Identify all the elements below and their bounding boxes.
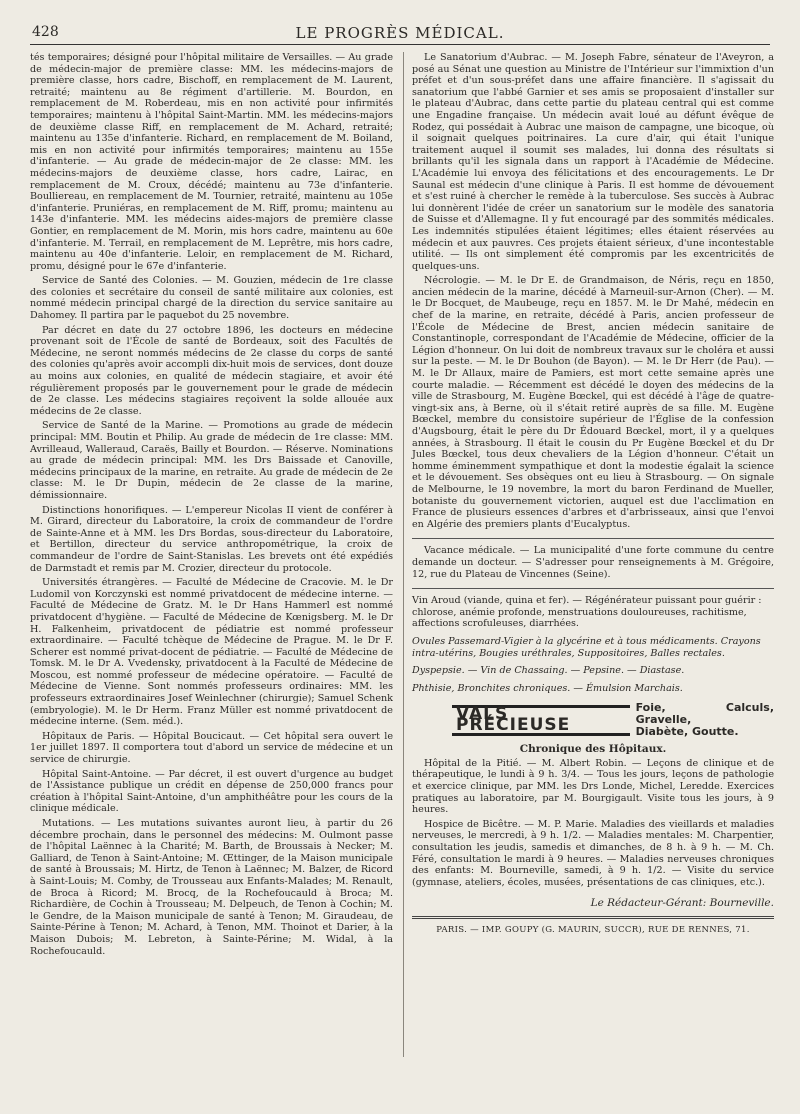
chronique-bicetre: Hospice de Bicêtre. — M. P. Marie. Maladies des vieillards et maladies nerveuses, le mercredi, à 9 h. 1/2. — Maladies mentales: M. Charpentier, consultation les jeudis, samedis et dimanches, de 8 h. à 9 h. — M. Ch. Féré, consultation le mardi à 9 heures. — Maladies nerveuses chroniques des enfants: M. Bourneville, samedi, à 9 h. 1/2. — Visite du service (gymnase, ateliers, écoles, musées, présentations de cas cliniques, etc.). (412, 818, 774, 888)
ad-vin-aroud: Vin Aroud (viande, quina et fer). — Régénérateur puissant pour guérir : chlorose, anémie profonde, menstruations douloureuses, rachitisme, affections scrofuleuses, diarrhées. (412, 595, 762, 630)
vals-indications-line: Diabète, Goutte. (635, 725, 739, 739)
page-header (30, 22, 770, 45)
footer-rule (412, 916, 774, 919)
ad-phthisie: Phthisie, Bronchites chroniques. — Émulsion Marchais. (412, 682, 683, 694)
paragraph-decree: Par décret en date du 27 octobre 1896, les docteurs en médecine provenant soit de l'École de santé de Bordeaux, soit des Facultés de Médecine, ne seront nommés médecins de 2e classe du corps de santé des colonies qu'après avoir accompli dix-huit mois de services, dont douze au moins aux colonies, en qualité de médecin stagiaire, et avoir été régulièrement proposés par le gouvernement pour le grade de médecin de 2e classe. Les médecins stagiaires reçoivent la solde allouée aux médecins de 2e classe. (30, 324, 393, 417)
paragraph-hopitaux: Hôpitaux de Paris. — Hôpital Boucicaut. — Cet hôpital sera ouvert le 1er juillet 1897. Il comportera tout d'abord un service de médecine et un service de chirurgie. (30, 730, 393, 766)
paragraph-saint-antoine: Hôpital Saint-Antoine. — Par décret, il est ouvert d'urgence au budget de l'Assistance publique un crédit en dépense de 250,000 francs pour création à l'hôpital Saint-Antoine, d'un amphithéâtre pour les cours de la clinique médicale. (30, 768, 393, 815)
chronique-title: Chronique des Hôpitaux. (519, 743, 667, 756)
paragraph-military: tés temporaires; désigné pour l'hôpital militaire de Versailles. — Au grade de médecin-major de première classe: MM. les médecins-majors de première classe, hors cadre, Bischoff, en remplacement de M. Laurent, retraité; maintenu au 8e régiment d'artillerie. M. Bourdon, en remplacement de M. Roberdeau, mis en non activité pour infirmités temporaires; maintenu à l'hôpital Saint-Martin. MM. les médecins-majors de deuxième classe Riff, en remplacement de M. Achard, retraité; maintenu au 135e d'infanterie. Richard, en remplacement de M. Boiland, mis en non activité pour infirmités temporaires; maintenu au 155e d'infanterie. — Au grade de médecin-major de 2e classe: MM. les médecins-majors de deuxième classe, hors cadre, Lairac, en remplacement de M. Croux, décédé; maintenu au 73e d'infanterie. Boulliereau, en remplacement de M. Tournier, retraité, maintenu au 105e d'infanterie. Pruniéras, en remplacement de M. Riff, promu; maintenu au 143e d'infanterie. MM. les médecins aides-majors de première classe Gontier, en remplacement de M. Morin, mis hors cadre, maintenu au 60e d'infanterie. M. Terrail, en remplacement de M. Leprêtre, mis hors cadre, maintenu au 40e d'infanterie. Leloir, en remplacement de M. Richard, promu, désigné pour le 67e d'infanterie. (30, 52, 393, 272)
journal-title: LE PROGRÈS MÉDICAL. (295, 24, 505, 42)
paragraph-mutations: Mutations. — Les mutations suivantes auront lieu, à partir du 26 décembre prochain, dans le personnel des médecins: M. Oulmont passe de l'hôpital Laënnec à la Charité; M. Barth, de Broussais à Necker; M. Galliard, de Tenon à Saint-Antoine; M. Œttinger, de la Maison municipale de santé à Broussais; M. Hirtz, de Tenon à Laënnec; M. Balzer, de Ricord à Saint-Louis; M. Comby, de Trousseau aux Enfants-Malades; M. Renault, de Broca à Ricord; M. Brocq, de la Rochefoucauld à Broca; M. Richardière, de Cochin à Trousseau; M. Delpeuch, de Tenon à Cochin; M. le Gendre, de la Maison municipale de santé à Tenon; M. Giraudeau, de Sainte-Périne à Tenon; M. Achard, à Tenon, MM. Thoinot et Darier, à la Maison Dubois; M. Lebreton, à Sainte-Périne; M. Widal, à la Rochefoucauld. (30, 818, 393, 957)
divider (412, 538, 774, 539)
ad-vals (452, 702, 774, 738)
column-divider (403, 52, 404, 1057)
right-column (412, 52, 774, 937)
ad-dyspepsie: Dyspepsie. — Vin de Chassaing. — Pepsine. — Diastase. (412, 665, 685, 677)
vals-indications (636, 702, 774, 738)
left-column (30, 52, 393, 960)
paragraph-necrologie: Nécrologie. — M. le Dr E. de Grandmaison, de Néris, reçu en 1850, ancien médecin de la marine, décédé à Marneuil-sur-Arnon (Cher). — M. le Dr Bocquet, de Maubeuge, reçu en 1857. M. le Dr Mahé, médecin en chef de la marine, en retraite, décédé à Paris, ancien professeur de l'École de Médecine de Brest, ancien médecin sanitaire de Constantinople, correspondant de l'Académie de Médecine, officier de la Légion d'honneur. On lui doit de nombreux travaux sur le choléra et aussi sur la peste. — M. le Dr Bouhon (de Bayon). — M. le Dr Herr (de Pau). — M. le Dr Allaux, maire de Pamiers, est mort cette semaine après une courte maladie. — Récemment est décédé le doyen des médecins de la ville de Strasbourg, M. Eugène Bœckel, qui est décédé à l'âge de quatre-vingt-six ans, à Berne, où il s'était retiré auprès de sa fille. M. Eugène Bœckel, membre du consistoire supérieur de l'Église de la confession d'Augsbourg, était le père du Dr Édouard Bœckel, mort, il y a quelques années, à Strasbourg. Il était le cousin du Pr Eugène Bœckel et du Dr Jules Bœckel, tous deux chevaliers de la Légion d'honneur. C'était un homme éminemment sympathique et dont la modestie égalait la science et le dévouement. Ses obsèques ont eu lieu à Strasbourg. — On signale de Melbourne, le 19 novembre, la mort du baron Ferdinand de Mueller, botaniste du gouvernement victorien, auquel est due l'acclimation en France de plusieurs essences d'arbres et d'arbrisseaux, ainsi que l'envoi en Algérie des premiers plants d'Eucalyptus. (412, 275, 774, 530)
paragraph-colonies: Service de Santé des Colonies. — M. Gouzien, médecin de 1re classe des colonies et secrétaire du conseil de santé militaire aux colonies, est nommé médecin principal chargé de la direction du service sanitaire au Dahomey. Il partira par le paquebot du 25 novembre. (30, 275, 393, 322)
paragraph-distinctions: Distinctions honorifiques. — L'empereur Nicolas II vient de conférer à M. Girard, directeur du Laboratoire, la croix de commandeur de l'ordre de Sainte-Anne et à MM. les Drs Bordas, sous-directeur du Laboratoire, et Bertillon, directeur du service anthropométrique, la croix de commandeur de l'ordre de Saint-Stanislas. Les brevets ont été expédiés de Darmstadt et remis par M. Crozier, directeur du protocole. (30, 504, 393, 574)
paragraph-sanatorium: Le Sanatorium d'Aubrac. — M. Joseph Fabre, sénateur de l'Aveyron, a posé au Sénat une question au Ministre de l'Intérieur sur l'immixtion d'un préfet et d'un sous-préfet dans une affaire financière. Il s'agissait du sanatorium que l'abbé Garnier et ses amis se proposaient d'installer sur le plateau d'Aubrac, dans cette partie du plateau central qui est comme une Engadine française. Un médecin avait loué au défunt évêque de Rodez, qui possédait à Aubrac une maison de campagne, une bicoque, où il soignait quelques poitrinaires. La cure d'air, qui était l'unique traitement auquel il soumit ses malades, lui donna des résultats si brillants qu'il les signala dans un rapport à l'Académie de Médecine. L'Académie lui envoya des félicitations et des encouragements. Le Dr Saunal est médecin d'une clinique à Paris. Il est homme de dévouement et s'est ruiné à chercher le remède à la tuberculose. Ses succès à Aubrac lui donnèrent l'idée de créer un sanatorium sur le modèle des sanatoria de Suisse et d'Allemagne. Il y fut encouragé par des sommités médicales. Les indemnités stipulées étaient légitimes; elles étaient réservées au médecin et aux pauvres. Ces projets étaient sérieux, d'une incontestable utilité. — Ils ont simplement été compromis par les excentricités de quelques-uns. (412, 52, 774, 272)
page-number: 428 (32, 24, 59, 40)
paragraph-marine: Service de Santé de la Marine. — Promotions au grade de médecin principal: MM. Boutin et Philip. Au grade de médecin de 1re classe: MM. Avrilleaud, Walleraud, Caraës, Bailly et Bourdon. — Réserve. Nominations au grade de médecin principal: MM. les Drs Baissade et Canoville, médecins principaux de la marine, en retraite. Au grade de médecin de 2e classe: M. le Dr Dupin, médecin de 2e classe de la marine, démissionnaire. (30, 420, 393, 501)
imprint: PARIS. — IMP. GOUPY (G. MAURIN, SUCCR), RUE DE RENNES, 71. (436, 925, 750, 935)
vals-logo: VALS PRÉCIEUSE (452, 705, 630, 736)
signature: Le Rédacteur-Gérant: Bourneville. (590, 897, 774, 910)
paragraph-universities: Universités étrangères. — Faculté de Médecine de Cracovie. M. le Dr Ludomil von Korczynski est nommé privatdocent de médecine interne. — Faculté de Médecine de Gratz. M. le Dr Hans Hammerl est nommé privatdocent d'hygiène. — Faculté de Médecine de Kœnigsberg. M. le Dr H. Falkenheim, privatdocent de pédiatrie est nommé professeur extraordinaire. — Faculté tchèque de Médecine de Prague. M. le Dr F. Scherer est nommé privat-docent de pédiatrie. — Faculté de Médecine de Tomsk. M. le Dr A. Vvedensky, privatdocent à la Faculté de Médecine de Moscou, est nommé professeur de médecine opératoire. — Faculté de Médecine de Vienne. Sont nommés professeurs ordinaires: MM. les professeurs extraordinaires Josef Weinlechner (chirurgie); Samuel Schenk (embryologie). M. le Dr Herm. Franz Müller est nommé privatdocent de médecine interne. (Sem. méd.). (30, 577, 393, 728)
chronique-pitie: Hôpital de la Pitié. — M. Albert Robin. — Leçons de clinique et de thérapeutique, le lundi à 9 h. 3/4. — Tous les jours, leçons de pathologie et exercice clinique, par MM. les Drs Londe, Michel, Leredde. Exercices pratiques au laboratoire, par M. Bourgigault. Visite tous les jours, à 9 heures. (412, 757, 774, 816)
ad-ovules: Ovules Passemard-Vigier à la glycérine et à tous médicaments. Crayons intra-utérins, Bougies uréthrales, Suppositoires, Balles rectales. (412, 635, 761, 659)
vals-indications-line: Foie, Calculs, Gravelle, (635, 701, 774, 727)
paragraph-vacance: Vacance médicale. — La municipalité d'une forte commune du centre demande un docteur. — S'adresser pour renseignements à M. Grégoire, 12, rue du Plateau de Vincennes (Seine). (412, 545, 774, 580)
divider (412, 588, 774, 589)
